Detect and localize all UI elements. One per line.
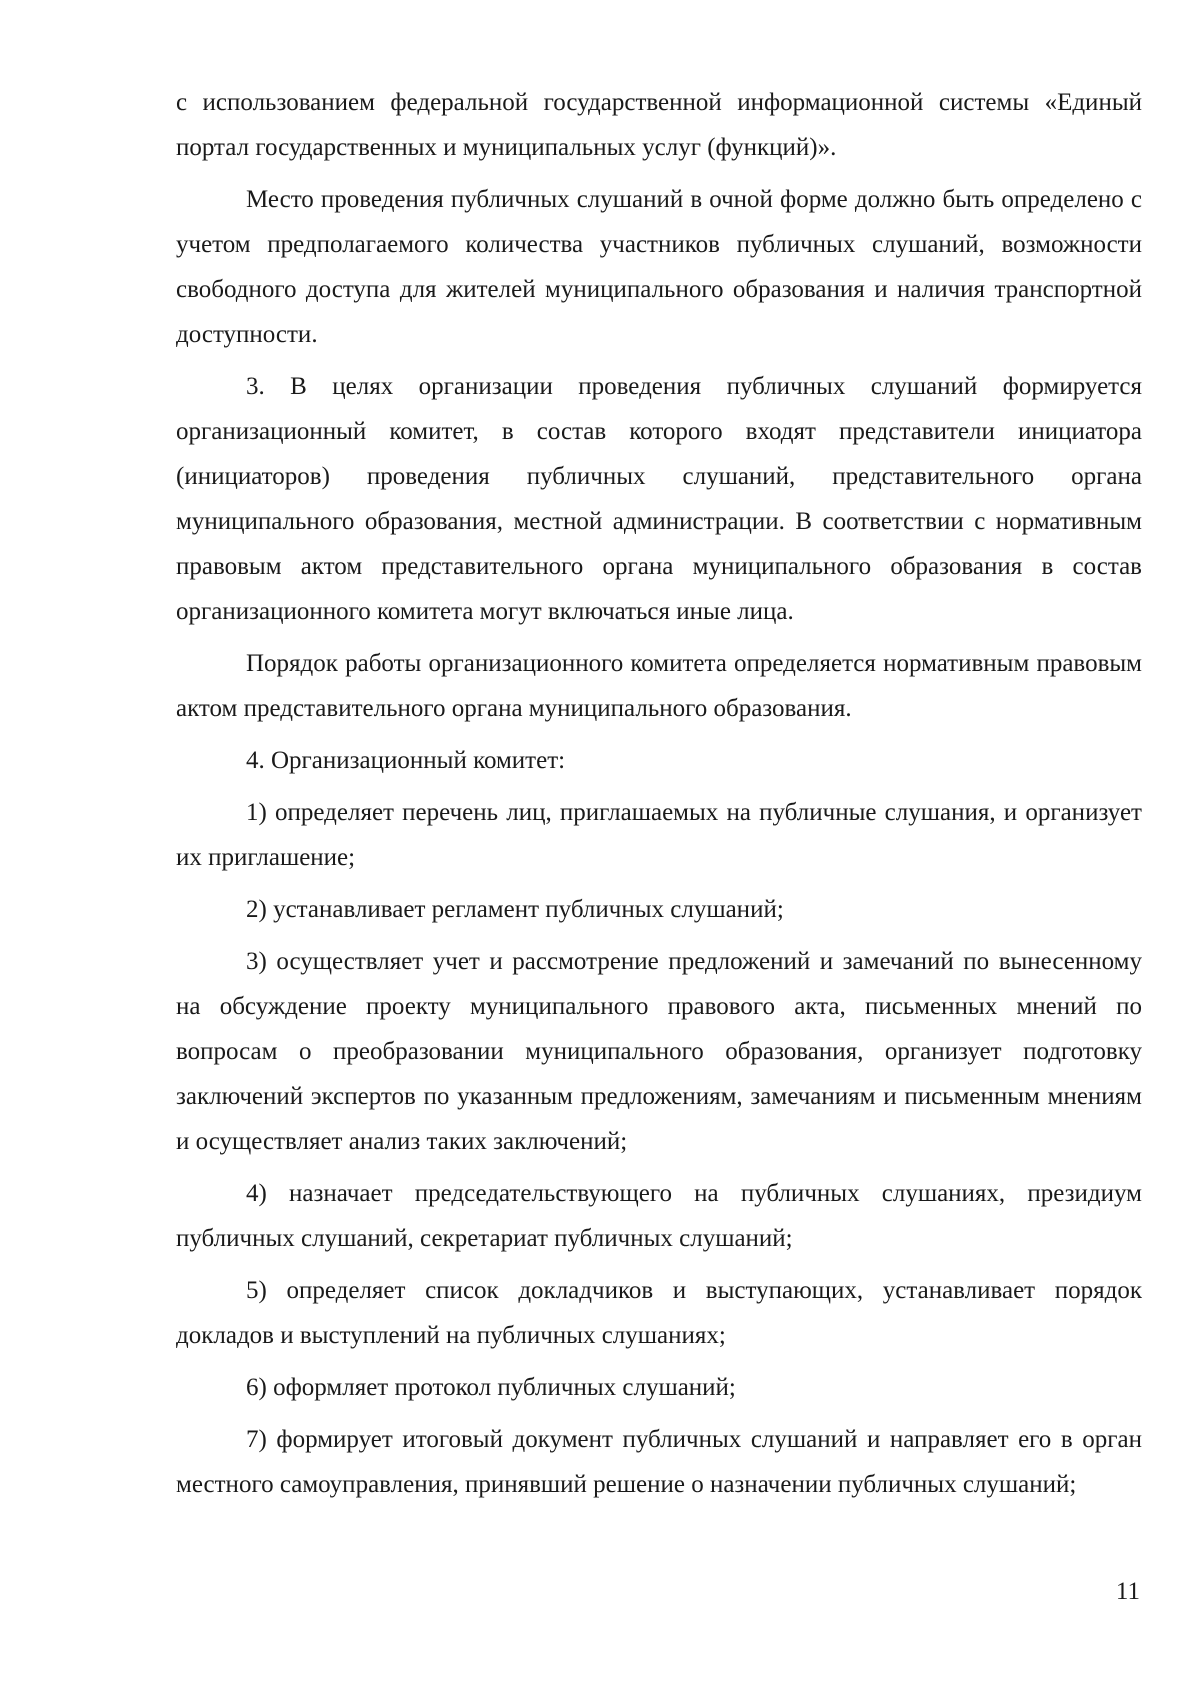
list-item-2: 2) устанавливает регламент публичных слушаний; xyxy=(246,896,784,923)
paragraph-venue: Место проведения публичных слушаний в очной форме должно быть определено с учетом предполагаемого количества участников публичных слушаний, возможности свободного доступа для жителей муниципального образования и наличия транспортной доступности. xyxy=(176,186,1142,348)
list-item-7: 7) формирует итоговый документ публичных слушаний и направляет его в орган местного самоуправления, принявший решение о назначении публичных слушаний; xyxy=(176,1426,1142,1498)
list-item-6: 6) оформляет протокол публичных слушаний; xyxy=(246,1374,736,1401)
paragraph-item-4: 4. Организационный комитет: xyxy=(246,747,566,774)
paragraph-item-3: 3. В целях организации проведения публичных слушаний формируется организационный комитет, в состав которого входят представители инициатора (инициаторов) проведения публичных слушаний, представительного органа муниципального образования, местной администрации. В соответствии с нормативным правовым актом представительного органа муниципального образования в состав организационного комитета могут включаться иные лица. xyxy=(176,373,1142,625)
list-item-4: 4) назначает председательствующего на публичных слушаниях, президиум публичных слушаний, секретариат публичных слушаний; xyxy=(176,1180,1142,1252)
paragraph-continuation: с использованием федеральной государственной информационной системы «Единый портал государственных и муниципальных услуг (функций)». xyxy=(176,89,1142,161)
list-item-3: 3) осуществляет учет и рассмотрение предложений и замечаний по вынесенному на обсуждение проекту муниципального правового акта, письменных мнений по вопросам о преобразовании муниципального образования, организует подготовку заключений экспертов по указанным предложениям, замечаниям и письменным мнениям и осуществляет анализ таких заключений; xyxy=(176,948,1142,1155)
list-item-5: 5) определяет список докладчиков и выступающих, устанавливает порядок докладов и выступлений на публичных слушаниях; xyxy=(176,1277,1142,1349)
page-number: 11 xyxy=(1115,1578,1140,1605)
paragraph-committee-procedure: Порядок работы организационного комитета определяется нормативным правовым актом представительного органа муниципального образования. xyxy=(176,650,1142,722)
list-item-1: 1) определяет перечень лиц, приглашаемых на публичные слушания, и организует их приглашение; xyxy=(176,799,1142,871)
document-body xyxy=(176,80,1142,1514)
